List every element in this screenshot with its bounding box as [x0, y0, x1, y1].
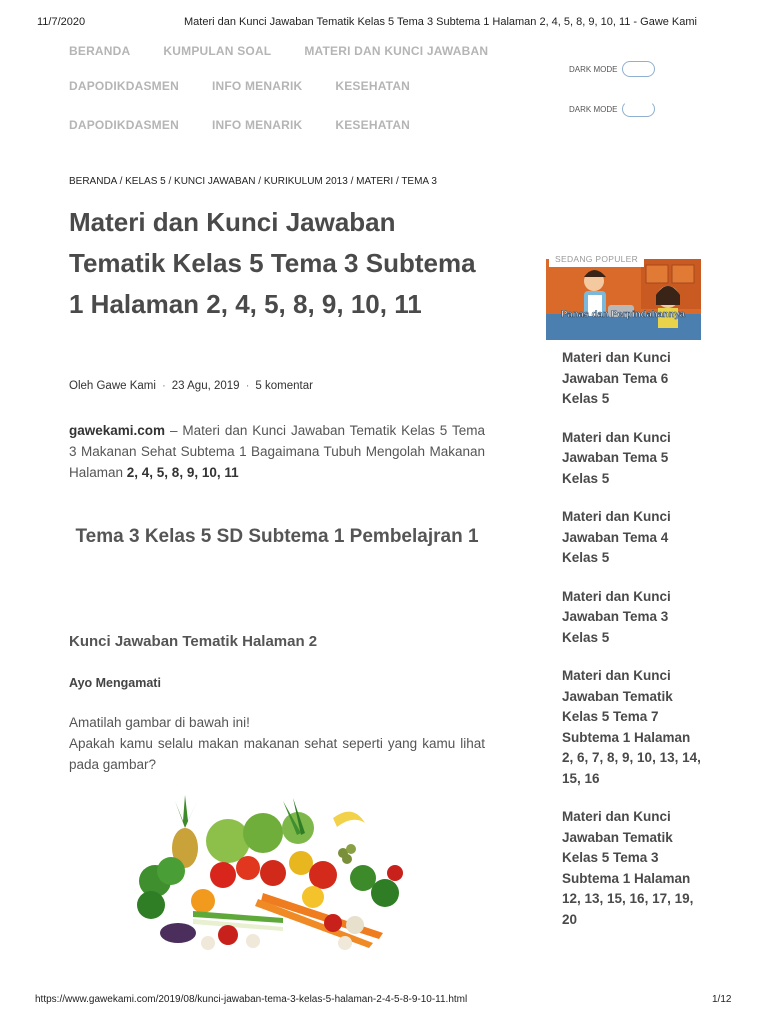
meta-separator: · — [161, 380, 166, 392]
post-comments-link[interactable]: 5 komentar — [255, 380, 313, 392]
intro-pages: 2, 4, 5, 8, 9, 10, 11 — [126, 465, 239, 480]
nav-item-kumpulan-soal[interactable]: KUMPULAN SOAL — [163, 44, 272, 58]
nav-row-3 — [69, 118, 443, 132]
nav-row-2 — [69, 79, 443, 93]
post-author[interactable]: Oleh Gawe Kami — [69, 380, 156, 392]
popular-post-link[interactable]: Materi dan Kunci Jawaban Tema 5 Kelas 5 — [562, 429, 671, 486]
popular-post-link[interactable]: Materi dan Kunci Jawaban Tema 3 Kelas 5 — [562, 588, 671, 645]
dark-mode-control-2 — [569, 101, 655, 117]
intro-site-link[interactable]: gawekami.com — [69, 423, 166, 438]
popular-post-link[interactable]: Materi dan Kunci Jawaban Tema 6 Kelas 5 — [562, 350, 671, 406]
print-header — [0, 16, 768, 30]
dark-mode-toggle[interactable] — [622, 61, 655, 77]
breadcrumb[interactable]: BERANDA / KELAS 5 / KUNCI JAWABAN / KURIKULUM 2013 / MATERI / TEMA 3 — [69, 176, 437, 187]
popular-post-link[interactable]: Materi dan Kunci Jawaban Tematik Kelas 5 Tema 3 Subtema 1 Halaman 12, 13, 15, 16, 17, 19, 20 — [562, 809, 694, 927]
popular-post-thumbnail[interactable] — [546, 259, 701, 340]
print-doc-title: Materi dan Kunci Jawaban Tematik Kelas 5 Tema 3 Subtema 1 Halaman 2, 4, 5, 8, 9, 10, 11 - Gawe Kami — [184, 16, 697, 28]
subheading: Kunci Jawaban Tematik Halaman 2 — [69, 633, 318, 650]
healthy-food-image — [133, 793, 413, 953]
nav-item-beranda[interactable]: BERANDA — [69, 44, 131, 58]
nav-item-dapodikdasmen-2[interactable]: DAPODIKDASMEN — [69, 118, 179, 132]
post-meta — [69, 380, 313, 392]
thumbnail-caption: Panas dan Perpindahannya — [560, 309, 686, 320]
post-date: 23 Agu, 2019 — [171, 380, 240, 392]
nav-row-1 — [69, 44, 521, 58]
print-page-number: 1/12 — [712, 994, 732, 1005]
print-date: 11/7/2020 — [37, 16, 86, 28]
dark-mode-toggle-2[interactable] — [622, 101, 655, 117]
nav-item-info-menarik-2[interactable]: INFO MENARIK — [211, 118, 303, 132]
popular-posts-list — [562, 348, 702, 948]
small-heading: Ayo Mengamati — [69, 676, 161, 690]
nav-item-info-menarik[interactable]: INFO MENARIK — [211, 79, 303, 93]
intro-text: – Materi dan Kunci Jawaban Tematik Kelas 5 Tema 3 Makanan Sehat Subtema 1 Bagaimana Tubuh Mengolah Makanan Halaman — [69, 423, 485, 480]
paragraph-instruction: Amatilah gambar di bawah ini! — [69, 715, 250, 730]
dark-mode-control — [569, 61, 655, 77]
nav-item-kesehatan[interactable]: KESEHATAN — [335, 79, 411, 93]
paragraph-question: Apakah kamu selalu makan makanan sehat seperti yang kamu lihat pada gambar? — [69, 736, 485, 772]
popular-post-link[interactable]: Materi dan Kunci Jawaban Tema 4 Kelas 5 — [562, 509, 671, 565]
section-heading: Tema 3 Kelas 5 SD Subtema 1 Pembelajran 1 — [75, 526, 479, 547]
post-intro — [69, 420, 485, 483]
sidebar-label-popular: SEDANG POPULER — [549, 251, 644, 267]
post-title: Materi dan Kunci Jawaban Tematik Kelas 5 Tema 3 Subtema 1 Halaman 2, 4, 5, 8, 9, 10, 11 — [69, 207, 476, 319]
dark-mode-label: DARK MODE — [569, 64, 618, 74]
popular-post-link[interactable]: Materi dan Kunci Jawaban Tematik Kelas 5 Tema 7 Subtema 1 Halaman 2, 6, 7, 8, 9, 10, 13, 14, 15, 16 — [562, 668, 701, 786]
nav-item-materi-kunci-jawaban[interactable]: MATERI DAN KUNCI JAWABAN — [304, 44, 489, 58]
print-url: https://www.gawekami.com/2019/08/kunci-jawaban-tema-3-kelas-5-halaman-2-4-5-8-9-10-11.html — [35, 994, 468, 1005]
nav-item-dapodikdasmen[interactable]: DAPODIKDASMEN — [69, 79, 179, 93]
meta-separator: · — [245, 380, 250, 392]
dark-mode-label-2: DARK MODE — [569, 104, 618, 114]
nav-item-kesehatan-2[interactable]: KESEHATAN — [335, 118, 411, 132]
